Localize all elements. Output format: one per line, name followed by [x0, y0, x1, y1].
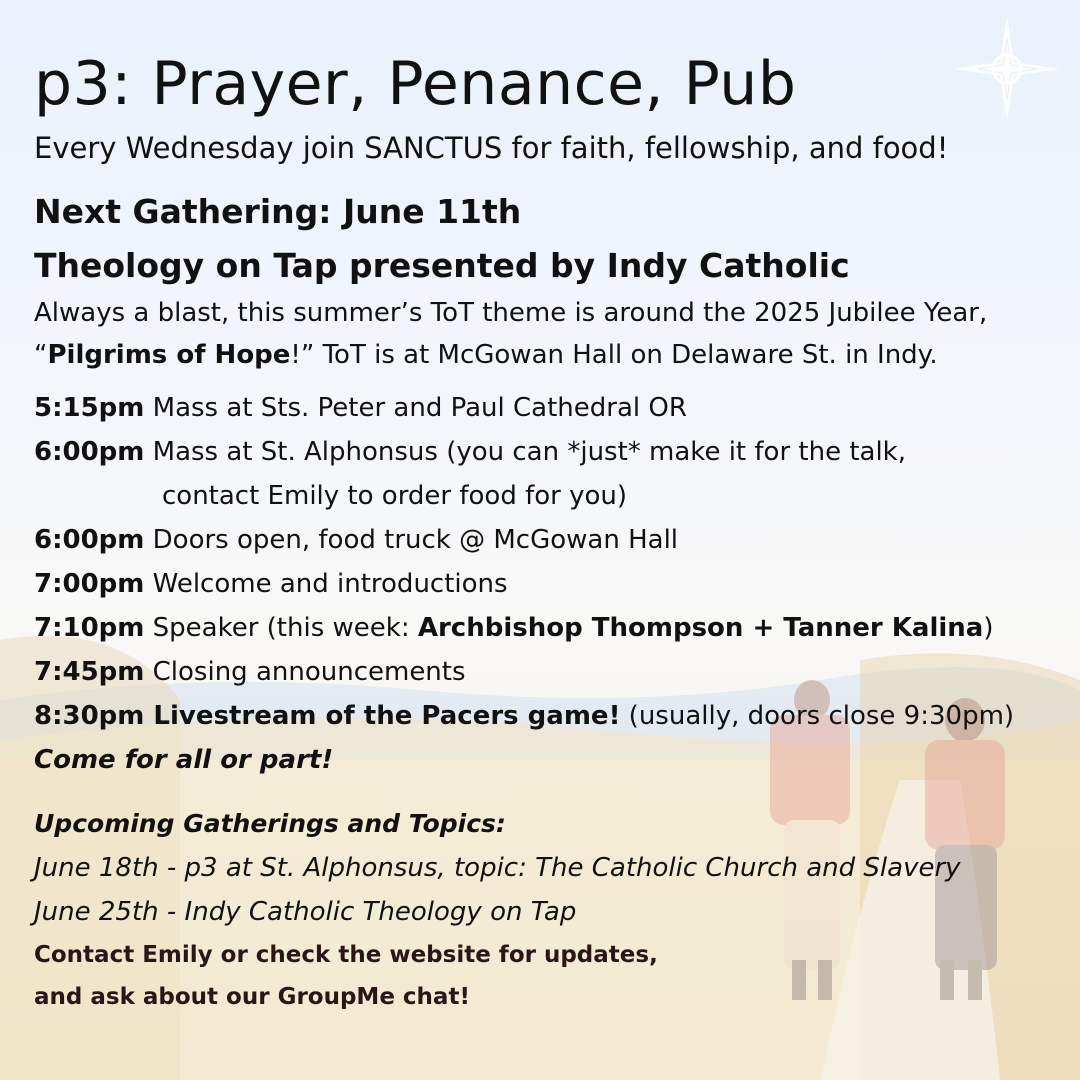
schedule-list — [34, 386, 1060, 738]
schedule-item — [34, 650, 1060, 694]
schedule-time: 6:00pm — [34, 437, 145, 467]
schedule-item-continuation: contact Emily to order food for you) — [162, 481, 628, 511]
schedule-time: 8:30pm Livestream of the Pacers game! — [34, 701, 621, 731]
next-gathering-date: Next Gathering: June 11th — [34, 192, 522, 231]
schedule-text-end: ) — [983, 613, 994, 643]
description-text: Always a blast, this summer’s ToT theme is around the 2025 Jubilee Year, “ — [34, 298, 988, 370]
contact-line: and ask about our GroupMe chat! — [34, 984, 470, 1010]
schedule-time: 7:10pm — [34, 613, 145, 643]
schedule-text: Closing announcements — [144, 657, 466, 687]
come-for-all-line: Come for all or part! — [34, 745, 334, 775]
event-description — [34, 292, 1060, 376]
flyer-content — [34, 48, 1060, 1018]
schedule-time: 7:45pm — [34, 657, 145, 687]
schedule-text: (usually, doors close 9:30pm) — [620, 701, 1015, 731]
schedule-item — [34, 606, 1060, 650]
contact-line: Contact Emily or check the website for updates, — [34, 942, 658, 968]
schedule-item — [34, 386, 1060, 430]
schedule-text: Mass at Sts. Peter and Paul Cathedral OR — [144, 393, 687, 423]
theme-name: Pilgrims of Hope — [47, 340, 291, 370]
schedule-time: 6:00pm — [34, 525, 145, 555]
schedule-item — [34, 518, 1060, 562]
upcoming-section — [34, 802, 1060, 1018]
schedule-time: 7:00pm — [34, 569, 145, 599]
schedule-item — [34, 430, 1060, 474]
schedule-text: Speaker (this week: — [144, 613, 418, 643]
description-text-end: !” ToT is at McGowan Hall on Delaware St. in Indy. — [290, 340, 938, 370]
schedule-item — [34, 694, 1060, 738]
page-title: p3: Prayer, Penance, Pub — [34, 49, 797, 119]
upcoming-heading: Upcoming Gatherings and Topics: — [34, 809, 506, 838]
schedule-text: Mass at St. Alphonsus (you can *just* make it for the talk, — [144, 437, 907, 467]
speaker-names: Archbishop Thompson + Tanner Kalina — [417, 613, 984, 643]
subtitle: Every Wednesday join SANCTUS for faith, fellowship, and food! — [34, 131, 949, 165]
schedule-text: Doors open, food truck @ McGowan Hall — [144, 525, 679, 555]
next-gathering-event: Theology on Tap presented by Indy Catholic — [34, 246, 850, 285]
upcoming-item: June 18th - p3 at St. Alphonsus, topic: The Catholic Church and Slavery — [34, 853, 961, 883]
upcoming-item: June 25th - Indy Catholic Theology on Tap — [34, 897, 577, 927]
schedule-item — [34, 562, 1060, 606]
schedule-text: Welcome and introductions — [144, 569, 508, 599]
schedule-time: 5:15pm — [34, 393, 145, 423]
